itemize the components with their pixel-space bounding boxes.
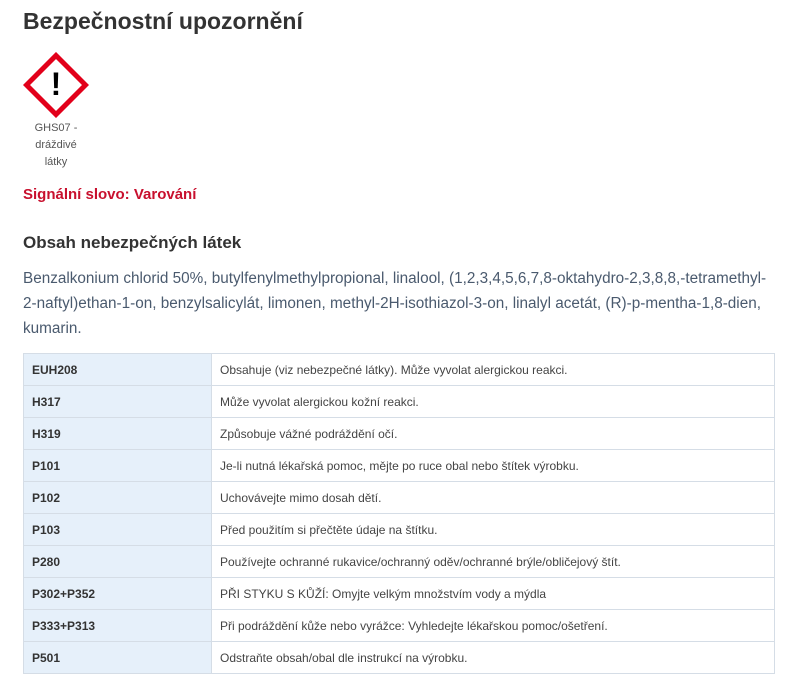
pictogram-label: GHS07 - dráždivé látky	[34, 122, 78, 168]
ingredients-text: Benzalkonium chlorid 50%, butylfenylmethylpropional, linalool, (1,2,3,4,5,6,7,8-oktahydro-2,3,8,8,-tetramethyl-2-naftyl)ethan-1-on, benzylsalicylát, limonen, methyl-2H-isothiazol-3-on, linalyl acetát, (R)-p-mentha-1,8-dien, kumarin.	[23, 270, 767, 337]
statement-code: H317	[24, 386, 212, 418]
statement-text: Obsahuje (viz nebezpečné látky). Může vyvolat alergickou reakci.	[212, 354, 775, 386]
table-row	[24, 514, 775, 546]
statement-code: P501	[24, 642, 212, 674]
statement-code: P280	[24, 546, 212, 578]
hazard-statements-table	[23, 353, 775, 674]
statement-code: P333+P313	[24, 610, 212, 642]
table-row	[24, 482, 775, 514]
table-row	[24, 386, 775, 418]
statement-code: P103	[24, 514, 212, 546]
statement-text: Uchovávejte mimo dosah dětí.	[212, 482, 775, 514]
statement-code: P102	[24, 482, 212, 514]
statement-code: P302+P352	[24, 578, 212, 610]
table-row	[24, 578, 775, 610]
table-row	[24, 354, 775, 386]
statement-text: Používejte ochranné rukavice/ochranný oděv/ochranné brýle/obličejový štít.	[212, 546, 775, 578]
table-row	[24, 610, 775, 642]
statement-text: PŘI STYKU S KŮŽÍ: Omyjte velkým množstvím vody a mýdla	[212, 578, 775, 610]
statement-code: P101	[24, 450, 212, 482]
statement-text: Odstraňte obsah/obal dle instrukcí na výrobku.	[212, 642, 775, 674]
table-row	[24, 546, 775, 578]
ghs-pictogram	[23, 52, 89, 171]
statement-text: Způsobuje vážné podráždění očí.	[212, 418, 775, 450]
signal-word: Signální slovo: Varování	[23, 186, 197, 203]
statement-code: H319	[24, 418, 212, 450]
exclamation-mark-diamond-icon	[23, 52, 89, 118]
table-row	[24, 450, 775, 482]
statement-text: Při podráždění kůže nebo vyrážce: Vyhledejte lékařskou pomoc/ošetření.	[212, 610, 775, 642]
statement-text: Může vyvolat alergickou kožní reakci.	[212, 386, 775, 418]
table-row	[24, 418, 775, 450]
statement-text: Před použitím si přečtěte údaje na štítku.	[212, 514, 775, 546]
statement-text: Je-li nutná lékařská pomoc, mějte po ruce obal nebo štítek výrobku.	[212, 450, 775, 482]
statement-code: EUH208	[24, 354, 212, 386]
hazardous-substances-heading: Obsah nebezpečných látek	[23, 233, 242, 252]
section-title: Bezpečnostní upozornění	[23, 8, 303, 34]
table-row	[24, 642, 775, 674]
exclamation-symbol: !	[50, 66, 62, 102]
